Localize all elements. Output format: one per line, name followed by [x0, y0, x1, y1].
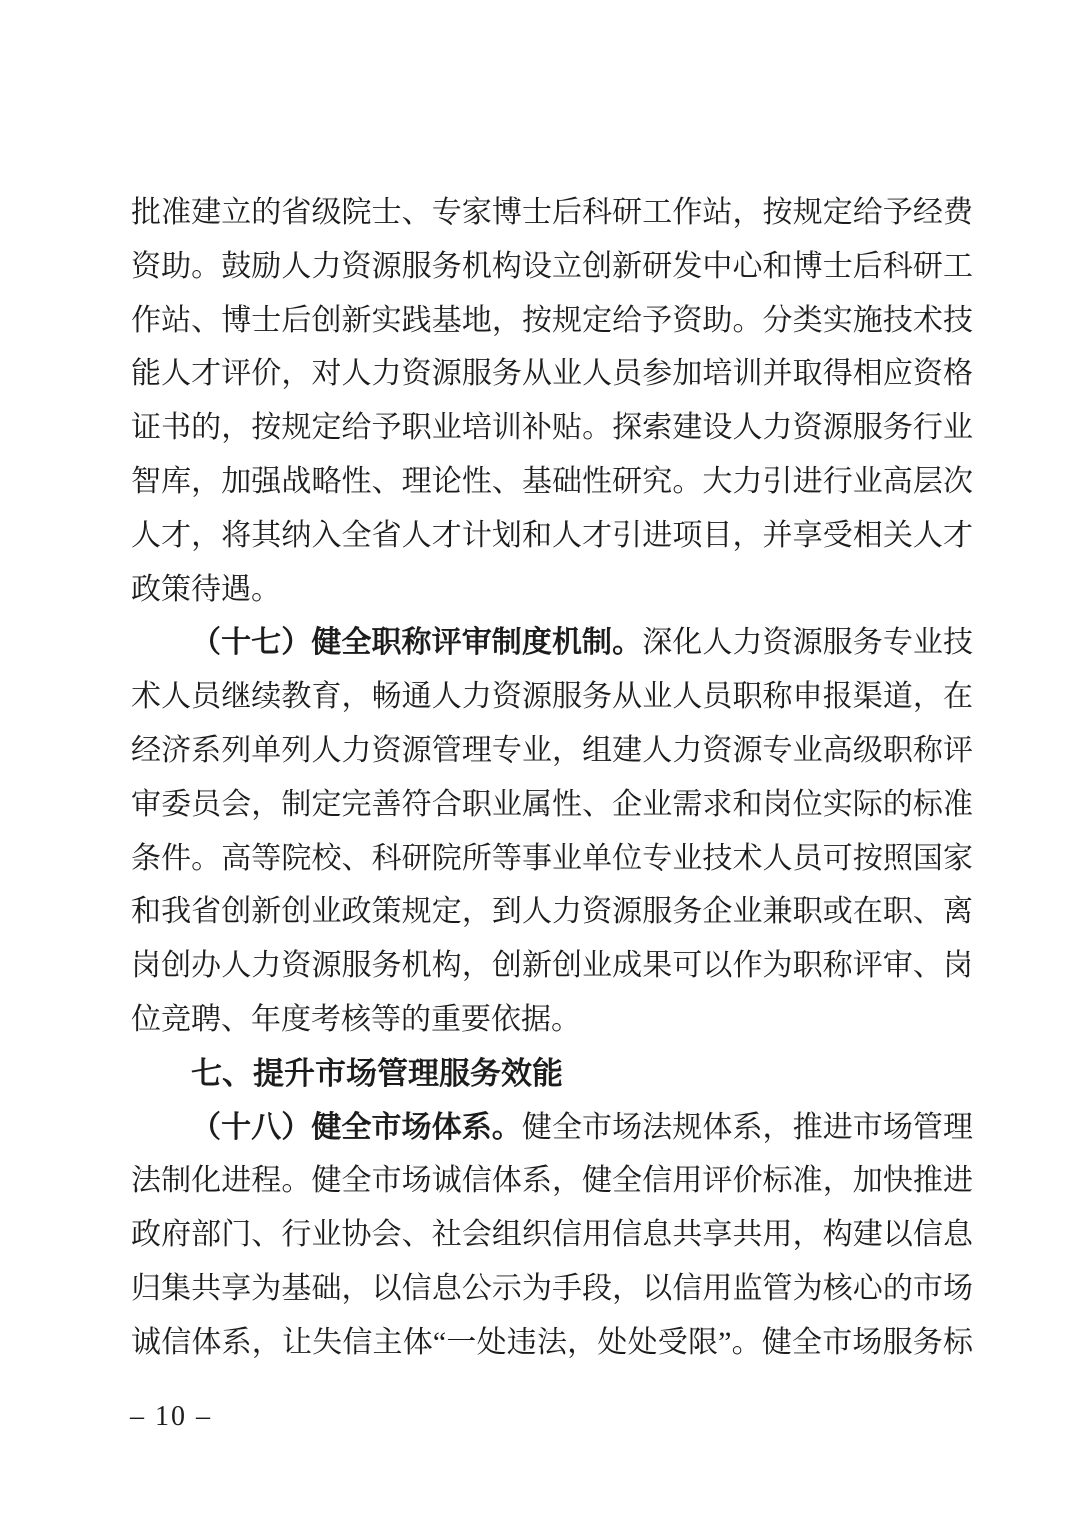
paragraph-text: 深化人力资源服务专业技 — [642, 626, 973, 660]
text-line: 位竞聘、年度考核等的重要依据。 — [131, 1002, 581, 1036]
text-line: 批准建立的省级院士、专家博士后科研工作站，按规定给予经费 — [131, 196, 973, 229]
text-line: 政府部门、行业协会、社会组织信用信息共享共用，构建以信息 — [131, 1218, 973, 1252]
text-line: 作站、博士后创新实践基地，按规定给予资助。分类实施技术技 — [131, 303, 973, 337]
paragraph-lead: （十七）健全职称评审制度机制。 — [191, 626, 643, 660]
text-line: 能人才评价，对人力资源服务从业人员参加培训并取得相应资格 — [131, 357, 973, 391]
section-heading: 七、提升市场管理服务效能 — [191, 1055, 563, 1091]
paragraph-lead: （十八）健全市场体系。 — [191, 1110, 522, 1144]
text-line: 岗创办人力资源服务机构，创新创业成果可以作为职称评审、岗 — [131, 949, 973, 983]
text-line: 诚信体系，让失信主体“一处违法，处处受限”。健全市场服务标 — [131, 1325, 973, 1359]
text-line: 经济系列单列人力资源管理专业，组建人力资源专业高级职称评 — [131, 733, 973, 767]
document-body — [131, 186, 973, 1370]
text-line: 和我省创新创业政策规定，到人力资源服务企业兼职或在职、离 — [131, 895, 973, 929]
text-line — [131, 616, 973, 670]
text-line: 智库，加强战略性、理论性、基础性研究。大力引进行业高层次 — [131, 464, 973, 498]
text-line: 术人员继续教育，畅通人力资源服务从业人员职称申报渠道，在 — [131, 680, 973, 714]
page-number: – 10 – — [130, 1401, 212, 1432]
text-line — [131, 1101, 973, 1155]
text-line: 条件。高等院校、科研院所等事业单位专业技术人员可按照国家 — [131, 841, 973, 875]
text-line: 审委员会，制定完善符合职业属性、企业需求和岗位实际的标准 — [131, 787, 973, 821]
text-line: 归集共享为基础，以信息公示为手段，以信用监管为核心的市场 — [131, 1271, 973, 1305]
text-line: 资助。鼓励人力资源服务机构设立创新研发中心和博士后科研工 — [131, 249, 973, 283]
text-line: 法制化进程。健全市场诚信体系，健全信用评价标准，加快推进 — [131, 1164, 973, 1198]
text-line: 证书的，按规定给予职业培训补贴。探索建设人力资源服务行业 — [131, 411, 973, 445]
text-line: 人才，将其纳入全省人才计划和人才引进项目，并享受相关人才 — [131, 518, 973, 552]
paragraph-text: 健全市场法规体系，推进市场管理 — [521, 1110, 973, 1144]
text-line: 政策待遇。 — [131, 572, 281, 606]
